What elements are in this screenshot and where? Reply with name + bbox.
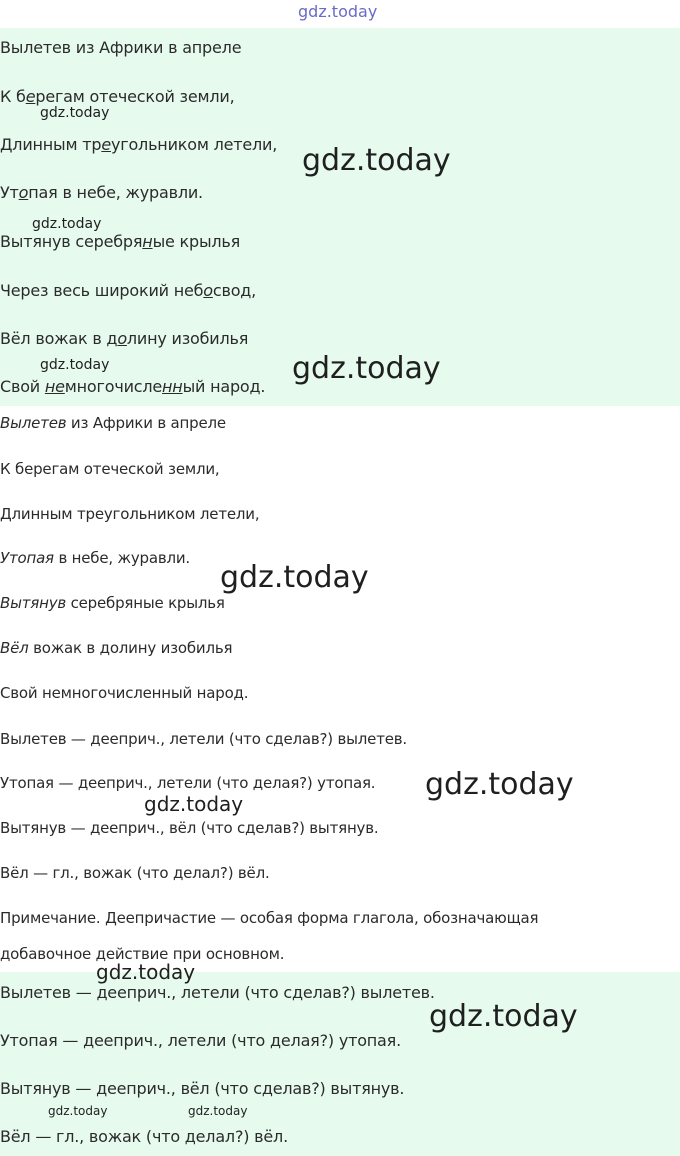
poem-line: К берегам отеческой земли, [0, 87, 235, 106]
poem-line: Утопая в небе, журавли. [0, 183, 203, 202]
watermark: gdz.today [429, 999, 578, 1034]
marked-letter: е [25, 87, 36, 106]
analysis-line: Вылетев — дееприч., летели (что сделав?) вылетев. [0, 730, 407, 748]
watermark: gdz.today [40, 105, 110, 121]
poem-line: Вытянув серебряные крылья [0, 232, 241, 251]
watermark: gdz.today [48, 1104, 108, 1118]
poem-line: Вылетев из Африки в апреле [0, 38, 242, 57]
poem-line: Вёл вожак в долину изобилья [0, 329, 249, 348]
marked-letter: н [142, 232, 153, 251]
poem-line: Длинным треугольником летели, [0, 135, 278, 154]
poem-line: Вытянув серебряные крылья [0, 594, 225, 612]
poem-line: Свой немногочисленный народ. [0, 377, 266, 396]
poem-line: Длинным треугольником летели, [0, 505, 260, 523]
analysis-line: Вёл — гл., вожак (что делал?) вёл. [0, 864, 270, 882]
note-line: Примечание. Деепричастие — особая форма глагола, обозначающая [0, 909, 539, 927]
watermark: gdz.today [32, 216, 102, 232]
analysis-line: Утопая — дееприч., летели (что делая?) утопая. [0, 774, 376, 792]
gerund-word: Вылетев [0, 414, 67, 432]
marked-letter: не [44, 377, 65, 396]
poem-line: К берегам отеческой земли, [0, 460, 220, 478]
poem-line: Утопая в небе, журавли. [0, 549, 190, 567]
watermark: gdz.today [40, 357, 110, 373]
watermark: gdz.today [144, 792, 244, 816]
answer-line: Вылетев — дееприч., летели (что сделав?) вылетев. [0, 983, 435, 1002]
gerund-word: Утопая [0, 549, 54, 567]
watermark: gdz.today [292, 351, 441, 386]
watermark: gdz.today [96, 960, 196, 984]
analysis-line: Вытянув — дееприч., вёл (что сделав?) вытянув. [0, 819, 379, 837]
note-line: добавочное действие при основном. [0, 945, 285, 963]
watermark: gdz.today [188, 1104, 248, 1118]
answer-line: Вытянув — дееприч., вёл (что сделав?) вытянув. [0, 1079, 405, 1098]
marked-letter: о [18, 183, 29, 202]
marked-letter: е [101, 135, 111, 154]
gerund-word: Вытянув [0, 594, 67, 612]
answer-line: Вёл — гл., вожак (что делал?) вёл. [0, 1127, 288, 1146]
watermark: gdz.today [425, 767, 574, 802]
verb-word: Вёл [0, 639, 29, 657]
watermark: gdz.today [302, 143, 451, 178]
poem-line: Свой немногочисленный народ. [0, 684, 249, 702]
poem-highlight-block [0, 28, 680, 406]
marked-letter: нн [162, 377, 183, 396]
poem-line: Вёл вожак в долину изобилья [0, 639, 233, 657]
marked-letter: о [117, 329, 127, 348]
marked-letter: о [203, 281, 213, 300]
answer-line: Утопая — дееприч., летели (что делая?) утопая. [0, 1031, 401, 1050]
poem-line: Через весь широкий небосвод, [0, 281, 257, 300]
watermark: gdz.today [220, 560, 369, 595]
poem-line: Вылетев из Африки в апреле [0, 414, 226, 432]
watermark-top: gdz.today [298, 2, 378, 21]
